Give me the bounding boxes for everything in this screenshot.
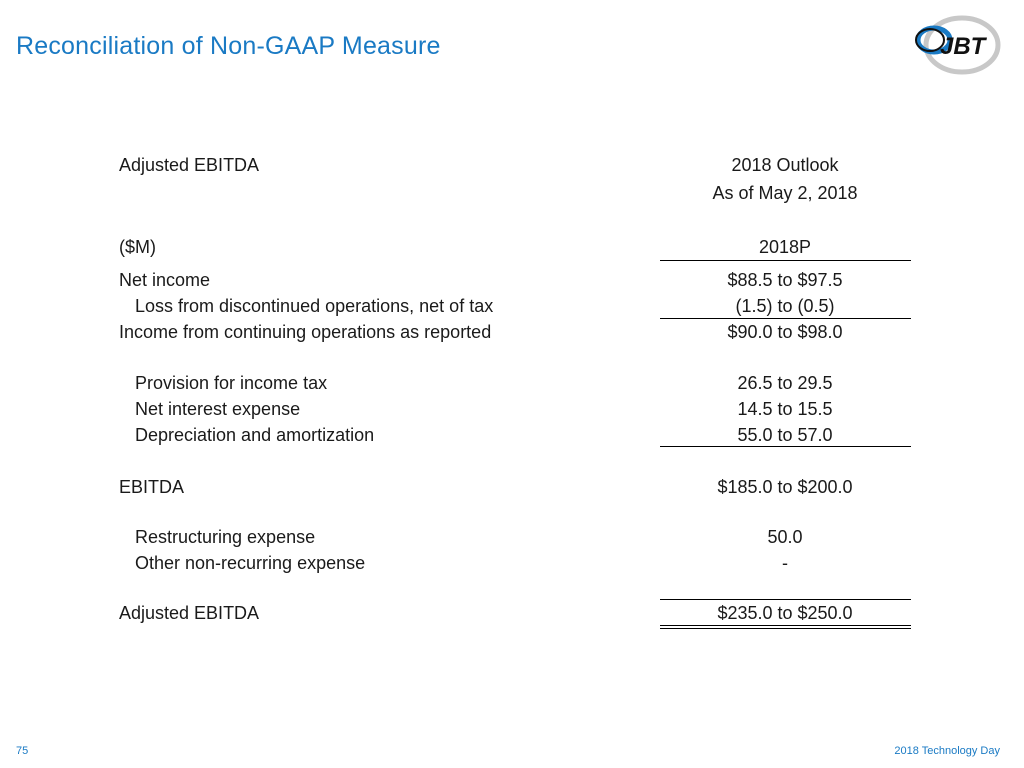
row-value: 26.5 to 29.5 <box>737 373 833 393</box>
row-value: - <box>782 553 788 573</box>
header-date: As of May 2, 2018 <box>712 183 858 203</box>
units-label: ($M) <box>119 237 156 257</box>
header-underline <box>660 260 911 261</box>
row-value: 14.5 to 15.5 <box>737 399 833 419</box>
subtotal-rule <box>660 446 911 447</box>
total-top-rule <box>660 599 911 600</box>
row-label: Other non-recurring expense <box>135 553 366 573</box>
row-value: (1.5) to (0.5) <box>735 296 835 316</box>
slide-title: Reconciliation of Non-GAAP Measure <box>16 32 441 60</box>
row-label: Provision for income tax <box>135 373 328 393</box>
section-label: Adjusted EBITDA <box>119 155 260 175</box>
column-header: 2018P <box>758 237 812 257</box>
row-value: $90.0 to $98.0 <box>727 322 843 342</box>
row-value: 50.0 <box>767 527 803 547</box>
row-value: 55.0 to 57.0 <box>737 425 833 445</box>
row-label: Restructuring expense <box>135 527 316 547</box>
header-outlook: 2018 Outlook <box>731 155 839 175</box>
row-label: Depreciation and amortization <box>135 425 375 445</box>
row-value: $235.0 to $250.0 <box>717 603 853 623</box>
row-value: $88.5 to $97.5 <box>727 270 843 290</box>
page-number: 75 <box>16 745 29 757</box>
footer-text: 2018 Technology Day <box>894 745 1000 757</box>
jbt-logo <box>910 14 1002 76</box>
row-label: Net income <box>119 270 211 290</box>
logo-text: JBT <box>940 33 986 60</box>
row-label: Adjusted EBITDA <box>119 603 260 623</box>
row-label: Income from continuing operations as reported <box>119 322 492 342</box>
row-label: Loss from discontinued operations, net of tax <box>135 296 494 316</box>
row-value: $185.0 to $200.0 <box>717 477 853 497</box>
row-label: EBITDA <box>119 477 185 497</box>
row-label: Net interest expense <box>135 399 301 419</box>
subtotal-rule <box>660 318 911 319</box>
total-double-underline <box>660 625 911 629</box>
